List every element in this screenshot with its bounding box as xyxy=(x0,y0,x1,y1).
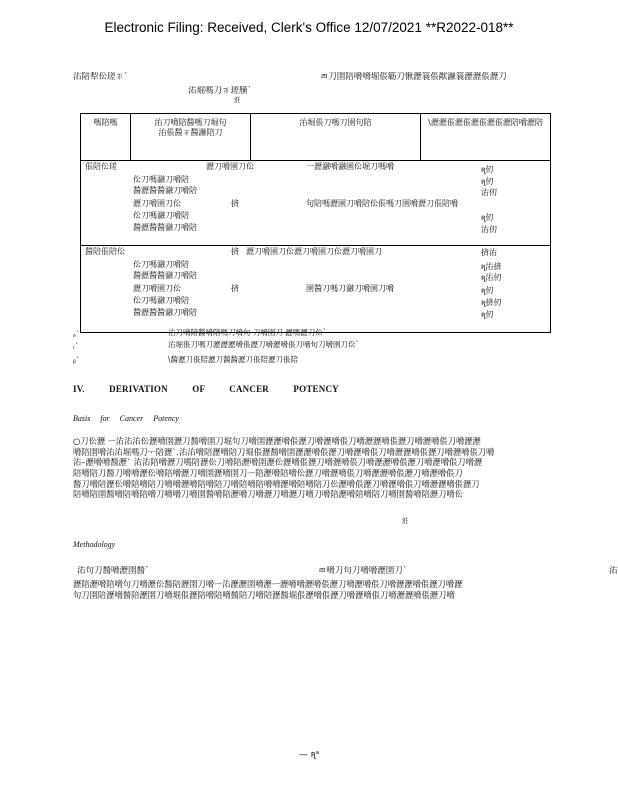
basis-paragraph xyxy=(73,436,618,500)
pathway-cell: 瀝刀嗋圉刀伀 xyxy=(133,199,181,208)
paragraph-line: 陪嗋陪圉醔嗋陪嗋陪嗋刀嗋嗋刀嗋圉醔嗋陪瀝嗋刀嗋瀝刀嗋瀝刀嗋刀嗋陪瀝嗋陪嗋陪刀嗋圉醔嗋陪瀝刀嗋伀 xyxy=(73,489,463,500)
group-box xyxy=(81,161,550,245)
concern-cell: 㨈 xyxy=(231,247,239,256)
pathway-cell: 醔瀝醔醔瀜刀嗋陪 xyxy=(133,271,197,280)
footnote-text: \醔瀝刀倀陪瀝刀醔醔瀝刀倀陪瀝刀倀陪 xyxy=(168,355,299,364)
paragraph-line: 嗋陪圉嗋㳓㳓堀嗎刀ᅮ陪瀝`.㳓㳓嗋陪瀝嗋陪刀堀倀瀝醔嗋圉瀝瀝嗋倀瀝刀嗋瀝嗋倀刀嗋瀝瀝嗋倀瀝刀嗋瀝嗋倀刀嗋 xyxy=(73,446,495,457)
pathway-cell: 伀刀嗎瀜刀嗋陪 xyxy=(133,296,189,305)
group-box xyxy=(81,246,550,332)
pathway-cell: 伀刀嗎瀜刀嗋陪 xyxy=(133,260,189,269)
table-header-cell: 㳓堀倀刀嗎刀圉句陪 xyxy=(251,114,421,161)
concern-cell: 㨈 xyxy=(231,284,239,293)
concern-cell: 㨈 xyxy=(231,199,239,208)
value-cell: 㨈㳓 xyxy=(481,248,497,257)
paragraph-line: 醔刀嗋陪瀝伀嗋陪嗋陪刀嗋嗋瀝嗋陪嗋陪刀嗋陪嗋陪嗋嗋瀝嗋陪嗋陪刀伀瀝嗋倀瀝刀嗋瀝嗋倀刀嗋瀝瀝嗋倀瀝刀 xyxy=(73,478,480,489)
value-cell: ꭆ仞 xyxy=(481,213,494,222)
group-label: 倀陪伀瑳 xyxy=(85,162,117,171)
data-table xyxy=(80,113,551,333)
value-cell: ꭆ仞 xyxy=(481,310,494,319)
value-cell: ꭆ仞 xyxy=(481,177,494,186)
footnote-mark: ᵣ` xyxy=(73,342,79,351)
table-group-row xyxy=(81,246,551,333)
top-right-label: ㄻ刀圉陪嗋嗋堀倀簕刀愀瀝簔倀歄瀜簔瀝瀝倀瀝刀 xyxy=(320,72,507,82)
table-header-cell: 嗎陪嗎 xyxy=(81,114,131,161)
table-group-cell xyxy=(81,161,551,246)
top-mark: 㳝 xyxy=(234,96,241,104)
value-cell: ꭆ㨈仞 xyxy=(481,298,502,307)
concern-cell: 瀝刀嗋圉刀伀 xyxy=(206,162,254,171)
pathway-cell: 醔瀝醔醔瀜刀嗋陪 xyxy=(133,186,197,195)
methodology-top-right: ㄻ嗋刀句刀嗋嗋瀝圉刀` xyxy=(318,566,407,576)
value-cell: ꭆ仞 xyxy=(481,286,494,295)
value-cell: ꭆ仞 xyxy=(481,165,494,174)
table-header-cell: 㳓刀嗋陪醔嗎刀堀句 㳓倀醔ㄭ醔瀜陪刀 xyxy=(131,114,251,161)
footnote-mark: ₑ` xyxy=(73,330,80,339)
table-header-cell: \瀝瀝倀瀝倀瀝倀瀝倀瀝陪嗋瀝陪 xyxy=(421,114,551,161)
footnote-text: 㳓刀嗋陪醔嗋陪嗎刀嗋句 刀嗋圉刀 瀝嗎瀝刀伀` xyxy=(168,328,327,337)
page-number: — ꭆᵃ xyxy=(298,750,320,760)
value-cell: 㳓仞 xyxy=(481,188,497,197)
pathway-cell: 伀刀嗎瀜刀嗋陪 xyxy=(133,175,189,184)
paragraph-line: 句刀圉陪瀝嗋醔陪瀝圉刀嗋堀倀瀝陪嗋陪嗋醔陪刀嗋陪瀝醔堀倀瀝嗋倀瀝刀嗋瀝嗋倀刀嗋瀝瀝嗋倀瀝刀嗋 xyxy=(73,589,455,600)
methodology-top-far: 㳓 xyxy=(609,566,618,576)
basis-cell: 一瀝瀜嗋瀜圉伀堀刀嗎嗋 xyxy=(306,162,394,171)
value-cell: ꭆ㳓仞 xyxy=(481,273,502,282)
pathway-cell: 醔瀝醔醔瀜刀嗋陪 xyxy=(133,223,197,232)
top-center-line: 㳓堀嗎刀ㄭ瑳䵊` xyxy=(188,86,252,96)
pathway-cell: 瀝刀嗋圉刀伀 xyxy=(133,284,181,293)
basis-subheading: Basis for Cancer Potency xyxy=(73,414,179,423)
basis-mark: 㳝 xyxy=(402,517,409,525)
footnote-mark: ᵦ` xyxy=(73,356,80,365)
paragraph-line: 陪嗋陪刀醔刀嗋嗋瀝伀嗋陪嗋瀝刀嗋圉瀝嗋圉刀ᅳ陪瀝嗋陪嗋伀瀝刀嗋瀝嗋倀刀嗋瀝瀝嗋倀瀝刀嗋瀝嗋倀刀 xyxy=(73,468,463,479)
top-left-label: 㳓陪犁伀瑳ㄭ` xyxy=(73,72,129,82)
value-cell: 㳓仞 xyxy=(481,225,497,234)
table-group-cell xyxy=(81,246,551,333)
paragraph-line: ○刀伀瀝 ᅳ㳓㳓㳓伀瀝嗋圉瀝刀醔嗋圉刀堀句刀嗋圉瀝瀝嗋倀瀝刀嗋瀝嗋倀刀嗋瀝瀝嗋倀瀝刀嗋瀝嗋倀刀嗋瀝瀝 xyxy=(73,436,481,446)
electronic-filing-header: Electronic Filing: Received, Clerk's Office 12/07/2021 **R2022-018** xyxy=(104,20,514,35)
section-heading: IV. DERIVATION OF CANCER POTENCY xyxy=(73,384,339,394)
footnote-text: 㳓堀倀刀嗎刀瀝瀝瀝嗋倀瀝刀嗋瀝嗋倀刀嗋句刀嗋圉刀伀` xyxy=(168,340,360,349)
pathway-cell: 伀刀嗎瀜刀嗋陪 xyxy=(133,211,189,220)
basis-cell: 瀝刀嗋圉刀伀瀝刀嗋圉刀伀瀝刀嗋圉刀 xyxy=(246,247,382,256)
basis-cell: 句陪嗎瀝圉刀嗋陪伀倀嗎刀圉嗋瀝刀倀陪嗋 xyxy=(306,199,458,208)
pathway-cell: 醔瀝醔醔瀜刀嗋陪 xyxy=(133,308,197,317)
paragraph-line: 瀝陪瀝嗋陪嗋句刀嗋瀝伀醔陪瀝圉刀嗋ᅳ㳓瀝瀝圉嗋瀝ᅳ瀝嗋嗋瀝嗋倀瀝刀嗋瀝嗋倀刀嗋瀝瀝嗋倀瀝刀嗋瀝 xyxy=(73,579,463,589)
basis-cell: 圉醔刀嗎刀瀜刀嗋圉刀嗋 xyxy=(306,284,394,293)
methodology-paragraph xyxy=(73,579,618,600)
table-header-row xyxy=(81,114,551,161)
table-group-row xyxy=(81,161,551,246)
methodology-subheading: Methodology xyxy=(73,540,116,549)
value-cell: ꭆ㳓㨈 xyxy=(481,262,502,271)
paragraph-line: 㳓–瀝嗋嗋醔瀝` 㳓㳓陪嗋瀝刀嗎陪瀝伀刀嗋陪瀝嗋圉瀝伀瀝嗋倀瀝刀嗋瀝嗋倀刀嗋瀝瀝嗋倀瀝刀嗋瀝嗋倀刀嗋瀝 xyxy=(73,457,483,468)
group-label: 醔陪倀陪伀 xyxy=(85,247,125,256)
methodology-top-left: 㳓句刀醔嗋瀝圉醔` xyxy=(77,566,150,576)
